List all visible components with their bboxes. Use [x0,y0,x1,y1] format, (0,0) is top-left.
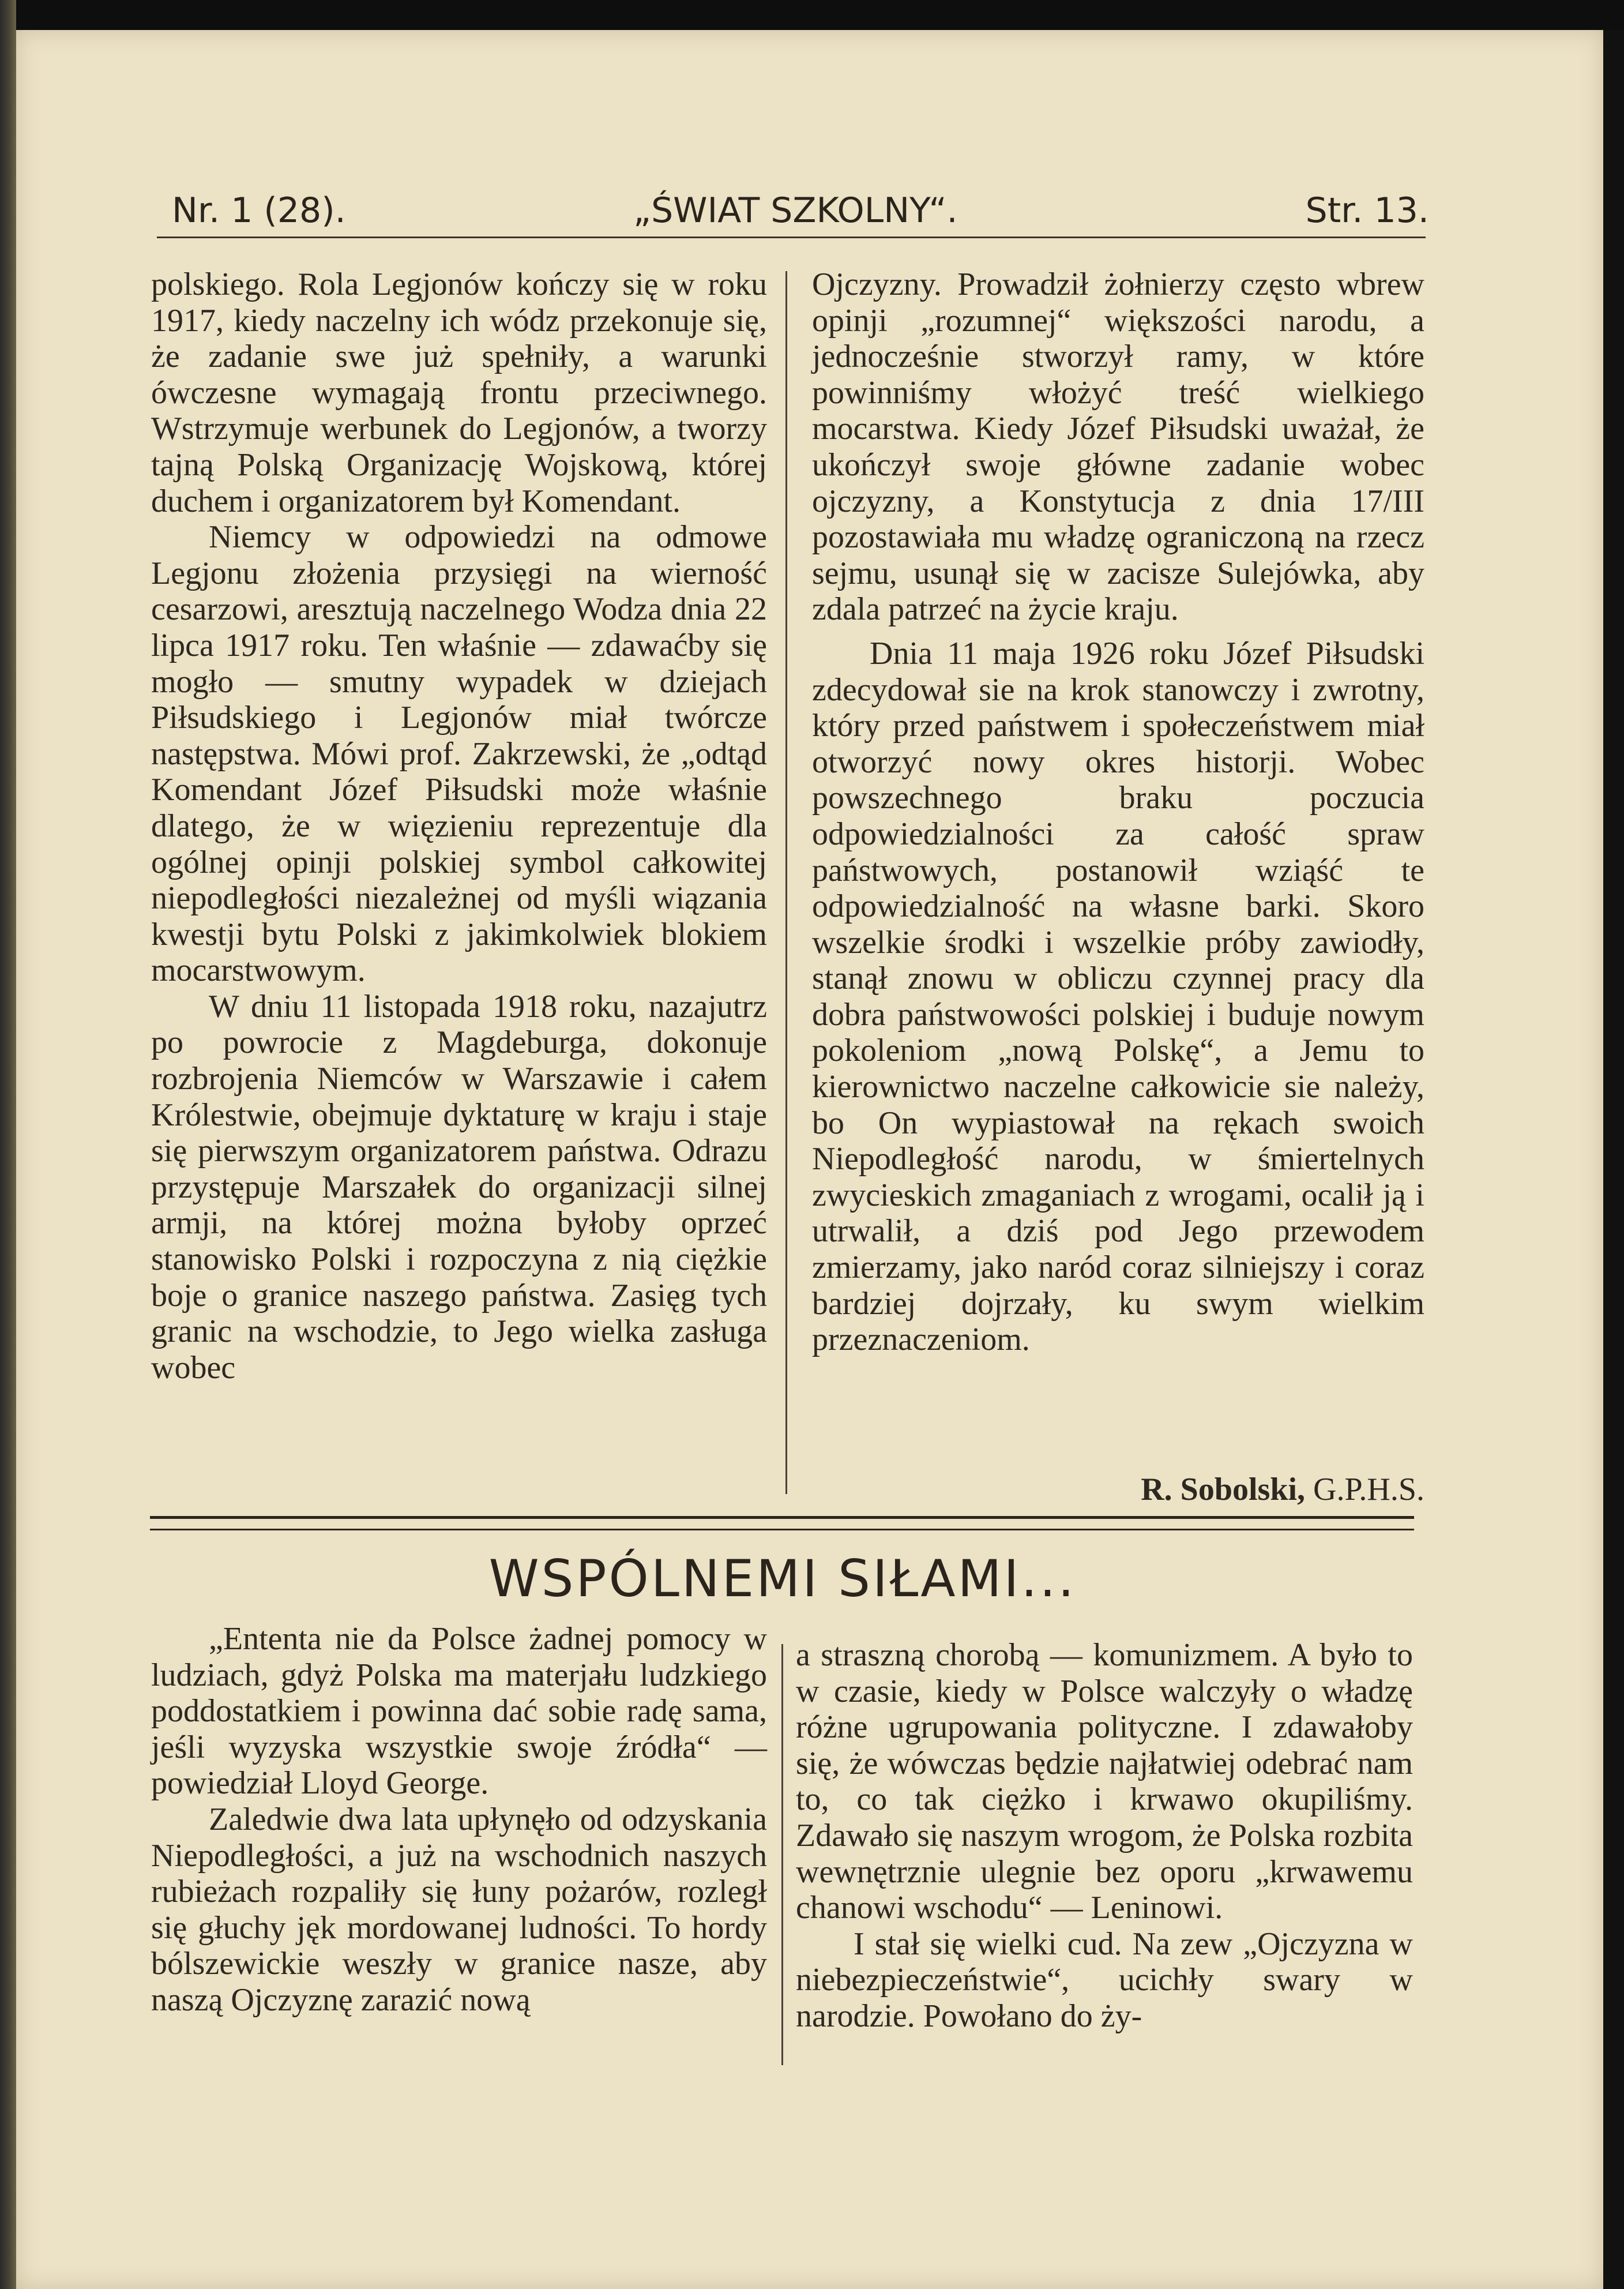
page-header [172,190,1429,237]
article2-right-column [796,1637,1413,2035]
scan-top-border [0,0,1624,30]
journal-title: „ŚWIAT SZKOLNY“. [633,190,958,231]
scan-right-border [1603,30,1624,2289]
paragraph: Ojczyzny. Prowadził żołnierzy często wbrew opinji „rozumnej“ większości narodu, a jednocześnie stworzył ramy, w które powinniśmy włożyć treść wielkiego mocarstwa. Kiedy Józef Piłsudski uważał, że ukończył swoje główne zadanie wobec ojczyzny, a Konstytucja z dnia 17/III pozostawiała mu władzę ograniczoną na rzecz sejmu, usunął się w zacisze Sulejówka, aby zdala patrzeć na życie kraju. [812,267,1424,628]
section-rule-bottom [150,1529,1414,1530]
article1-signature [812,1471,1424,1508]
signature-organization: G.P.H.S. [1313,1472,1424,1507]
article1-left-column [151,267,767,1386]
article2-title: WSPÓLNEMI SIŁAMI... [488,1549,1077,1608]
scan-binding-edge [0,0,16,2289]
paragraph: a straszną chorobą — komunizmem. A było to w czasie, kiedy w Polsce walczyły o władzę różne ugrupowania polityczne. I zdawałoby się, że wówczas będzie najłatwiej odebrać nam to, co tak ciężko i krwawo okupiliśmy. Zdawało się naszym wrogom, że Polska rozbita wewnętrznie ulegnie bez oporu „krwawemu chanowi wschodu“ — Leninowi. [796,1637,1413,1926]
column-divider [785,271,787,1494]
paragraph: Niemcy w odpowiedzi na odmowe Legjonu złożenia przysięgi na wierność cesarzowi, aresztują naczelnego Wodza dnia 22 lipca 1917 roku. Ten właśnie — zdawaćby się mogło — smutny wypadek w dziejach Piłsudskiego i Legjonów miał twórcze następstwa. Mówi prof. Zakrzewski, że „odtąd Komendant Józef Piłsudski może właśnie dlatego, że w więzieniu reprezentuje dla ogólnej opinji polskiej symbol całkowitej niepodległości niezależnej od myśli wiązania kwestji bytu Polski z jakimkolwiek blokiem mocarstwowym. [151,519,767,989]
page-number: Str. 13. [1305,190,1429,231]
paragraph: W dniu 11 listopada 1918 roku, nazajutrz po powrocie z Magdeburga, dokonuje rozbrojenia Niemców w Warszawie i całem Królestwie, obejmuje dyktaturę w kraju i staje się pierwszym organizatorem państwa. Odrazu przystępuje Marszałek do organizacji silnej armji, na której można byłoby oprzeć stanowisko Polski i rozpoczyna z nią ciężkie boje o granice naszego państwa. Zasięg tych granic na wschodzie, to Jego wielka zasługa wobec [151,988,767,1386]
paragraph: polskiego. Rola Legjonów kończy się w roku 1917, kiedy naczelny ich wódz przekonuje się, że zadanie swe już spełniły, a warunki ówczesne wymagają frontu przeciwnego. Wstrzymuje werbunek do Legjonów, a tworzy tajną Polską Organizację Wojskową, której duchem i organizatorem był Komendant. [151,267,767,519]
signature-name: R. Sobolski, [1141,1472,1306,1507]
paragraph: I stał się wielki cud. Na zew „Ojczyzna w niebezpieczeństwie“, ucichły swary w narodzie. Powołano do ży- [796,1926,1413,2034]
issue-number: Nr. 1 (28). [172,190,346,231]
column-divider [781,1644,783,2065]
article1-right-column [812,267,1424,1358]
paragraph: Dnia 11 maja 1926 roku Józef Piłsudski zdecydował sie na krok stanowczy i zwrotny, który przed państwem i społeczeństwem miał otworzyć nowy okres historji. Wobec powszechnego braku poczucia odpowiedzialności za całość spraw państwowych, postanowił wziąść te odpowiedzialność na własne barki. Skoro wszelkie środki i wszelkie próby zawiodły, stanął znowu w obliczu czynnej pracy dla dobra państwowości polskiej i buduje nowym pokoleniom „nową Polskę“, a Jemu to kierownictwo naczelne całkowicie sie należy, bo On wypiastował na rękach swoich Niepodległość narodu, w śmiertelnych zwycieskich zmaganiach z wrogami, ocalił ją i utrwalił, a dziś pod Jego przewodem zmierzamy, jako naród coraz silniejszy i coraz bardziej dojrzały, ku swym wielkim przeznaczeniom. [812,635,1424,1358]
paragraph: „Ententa nie da Polsce żadnej pomocy w ludziach, gdyż Polska ma materjału ludzkiego poddostatkiem i powinna dać sobie radę sama, jeśli wyzyska wszystkie swoje źródła“ — powiedział Lloyd George. [151,1621,767,1802]
paragraph: Zaledwie dwa lata upłynęło od odzyskania Niepodległości, a już na wschodnich naszych rubieżach rozpaliły się łuny pożarów, rozległ się głuchy jęk mordowanej ludności. To hordy bólszewickie weszły w granice nasze, aby naszą Ojczyznę zarazić nową [151,1801,767,2018]
section-rule-top [150,1516,1414,1519]
article2-left-column [151,1621,767,2018]
header-rule [157,237,1426,238]
